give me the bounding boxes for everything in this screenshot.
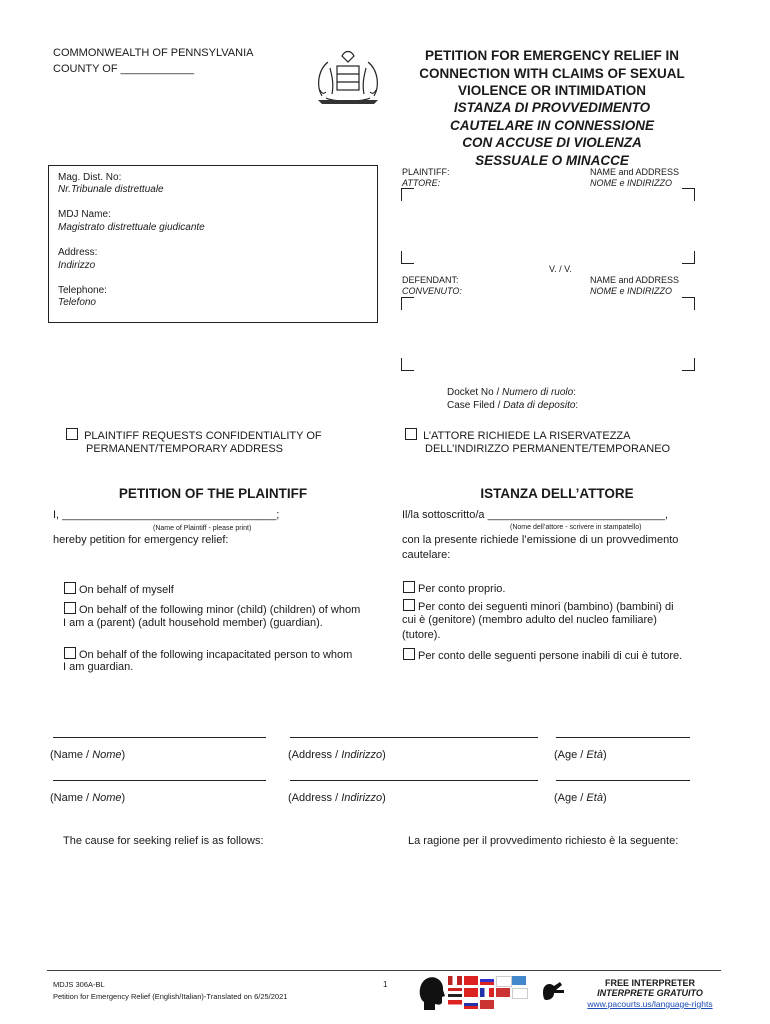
option-incapacitated-it[interactable]: Per conto delle seguenti persone inabili di cui è tutore. xyxy=(403,648,682,662)
checkbox-icon[interactable] xyxy=(405,428,417,440)
plaintiff-name-field[interactable]: I, ___________________________________; xyxy=(53,509,280,521)
checkbox-icon[interactable] xyxy=(66,428,78,440)
name-address-label-2: NAME and ADDRESS xyxy=(590,275,680,285)
option-incapacitated-line2: I am guardian. xyxy=(63,661,134,673)
checkbox-icon[interactable] xyxy=(64,647,76,659)
person2-age-line[interactable] xyxy=(556,780,690,781)
person2-age-label: (Age / Età) xyxy=(554,792,607,804)
petition-heading-it: ISTANZA DELL’ATTORE xyxy=(480,486,634,501)
docket-number-field[interactable]: Docket No / Numero di ruolo: xyxy=(447,387,576,398)
court-info-box xyxy=(48,165,378,323)
interpreter-head-icon xyxy=(416,974,446,1012)
form-description: Petition for Emergency Relief (English/Italian)-Translated on 6/25/2021 xyxy=(53,992,288,1001)
option-minor[interactable]: On behalf of the following minor (child) (children) of whom xyxy=(64,602,360,616)
option-myself[interactable]: On behalf of myself xyxy=(64,582,174,596)
checkbox-icon[interactable] xyxy=(403,581,415,593)
mdj-name-label: MDJ Name: xyxy=(58,209,111,220)
cause-label-en: The cause for seeking relief is as follows: xyxy=(63,835,264,847)
page-number: 1 xyxy=(383,980,388,989)
case-filed-field[interactable]: Case Filed / Data di deposito: xyxy=(447,400,579,411)
confidentiality-checkbox-it[interactable]: L’ATTORE RICHIEDE LA RISERVATEZZA xyxy=(405,428,630,442)
hereby-text-it-1: con la presente richiede l’emissione di un provvedimento xyxy=(402,534,679,546)
plaintiff-name-address-field[interactable] xyxy=(401,188,695,264)
person1-name-label: (Name / Nome) xyxy=(50,749,126,761)
option-myself-it[interactable]: Per conto proprio. xyxy=(403,581,505,595)
language-flags xyxy=(448,976,538,1010)
cause-label-it: La ragione per il provvedimento richiesto è la seguente: xyxy=(408,835,679,847)
option-minor-line2: I am a (parent) (adult household member) (guardian). xyxy=(63,617,323,629)
plaintiff-name-field-it[interactable]: Il/la sottoscritto/a _____________________________, xyxy=(402,509,669,521)
versus-label: V. / V. xyxy=(549,264,572,274)
person1-age-line[interactable] xyxy=(556,737,690,738)
name-hint: (Name of Plaintiff - please print) xyxy=(153,525,252,532)
mag-dist-label: Mag. Dist. No: xyxy=(58,172,122,183)
name-address-label-2-it: NOME e INDIRIZZO xyxy=(590,286,673,296)
petition-heading-en: PETITION OF THE PLAINTIFF xyxy=(118,486,308,501)
person1-name-line[interactable] xyxy=(53,737,266,738)
option-incapacitated[interactable]: On behalf of the following incapacitated person to whom xyxy=(64,647,352,661)
person2-name-label: (Name / Nome) xyxy=(50,792,126,804)
confidentiality-label-it-2: DELL’INDIRIZZO PERMANENTE/TEMPORANEO xyxy=(425,443,671,455)
option-minor-it-line3: (tutore). xyxy=(402,629,441,641)
option-minor-it[interactable]: Per conto dei seguenti minori (bambino) (bambini) di xyxy=(403,599,674,613)
language-rights-link[interactable]: www.pacourts.us/language-rights xyxy=(587,999,713,1009)
page-title-italian: ISTANZA DI PROVVEDIMENTO CAUTELARE IN CONNESSIONE CON ACCUSE DI VIOLENZA SESSUALE O MINACCE xyxy=(449,100,655,168)
person2-name-line[interactable] xyxy=(53,780,266,781)
page-title: PETITION FOR EMERGENCY RELIEF IN CONNECTION WITH CLAIMS OF SEXUAL VIOLENCE OR INTIMIDATION xyxy=(419,48,685,98)
confidentiality-checkbox-en[interactable]: PLAINTIFF REQUESTS CONFIDENTIALITY OF xyxy=(66,428,322,442)
commonwealth-label: COMMONWEALTH OF PENNSYLVANIA xyxy=(53,47,254,59)
mdj-name-label-it: Magistrato distrettuale giudicante xyxy=(58,222,205,233)
checkbox-icon[interactable] xyxy=(64,602,76,614)
address-label-it: Indirizzo xyxy=(58,260,96,271)
free-interpreter-label: FREE INTERPRETER xyxy=(604,978,695,988)
sign-language-icon xyxy=(540,978,568,1004)
person1-address-line[interactable] xyxy=(290,737,538,738)
name-address-label: NAME and ADDRESS xyxy=(590,167,680,177)
pennsylvania-seal-icon xyxy=(312,46,384,108)
person2-address-line[interactable] xyxy=(290,780,538,781)
telephone-label-it: Telefono xyxy=(58,297,96,308)
checkbox-icon[interactable] xyxy=(403,599,415,611)
confidentiality-label-en-2: PERMANENT/TEMPORARY ADDRESS xyxy=(86,443,284,455)
county-field[interactable]: COUNTY OF ____________ xyxy=(53,63,195,75)
checkbox-icon[interactable] xyxy=(403,648,415,660)
telephone-label: Telephone: xyxy=(58,285,107,296)
defendant-label: DEFENDANT: xyxy=(402,275,459,285)
free-interpreter-label-it: INTERPRETE GRATUITO xyxy=(597,988,703,998)
name-hint-it: (Nome dell’attore - scrivere in stampatello) xyxy=(510,524,642,531)
footer-divider xyxy=(47,970,721,971)
hereby-text-it-2: cautelare: xyxy=(402,549,451,561)
defendant-label-it: CONVENUTO: xyxy=(402,286,462,296)
name-address-label-it: NOME e INDIRIZZO xyxy=(590,178,673,188)
mag-dist-label-it: Nr.Tribunale distrettuale xyxy=(58,184,164,195)
plaintiff-label: PLAINTIFF: xyxy=(402,167,450,177)
address-label: Address: xyxy=(58,247,98,258)
person1-address-label: (Address / Indirizzo) xyxy=(288,749,386,761)
person1-age-label: (Age / Età) xyxy=(554,749,607,761)
checkbox-icon[interactable] xyxy=(64,582,76,594)
option-minor-it-line2: cui è (genitore) (membro adulto del nucleo familiare) xyxy=(402,614,657,626)
hereby-text: hereby petition for emergency relief: xyxy=(53,534,229,546)
person2-address-label: (Address / Indirizzo) xyxy=(288,792,386,804)
plaintiff-label-it: ATTORE: xyxy=(402,178,441,188)
defendant-name-address-field[interactable] xyxy=(401,297,695,371)
form-number: MDJS 306A-BL xyxy=(53,980,105,989)
